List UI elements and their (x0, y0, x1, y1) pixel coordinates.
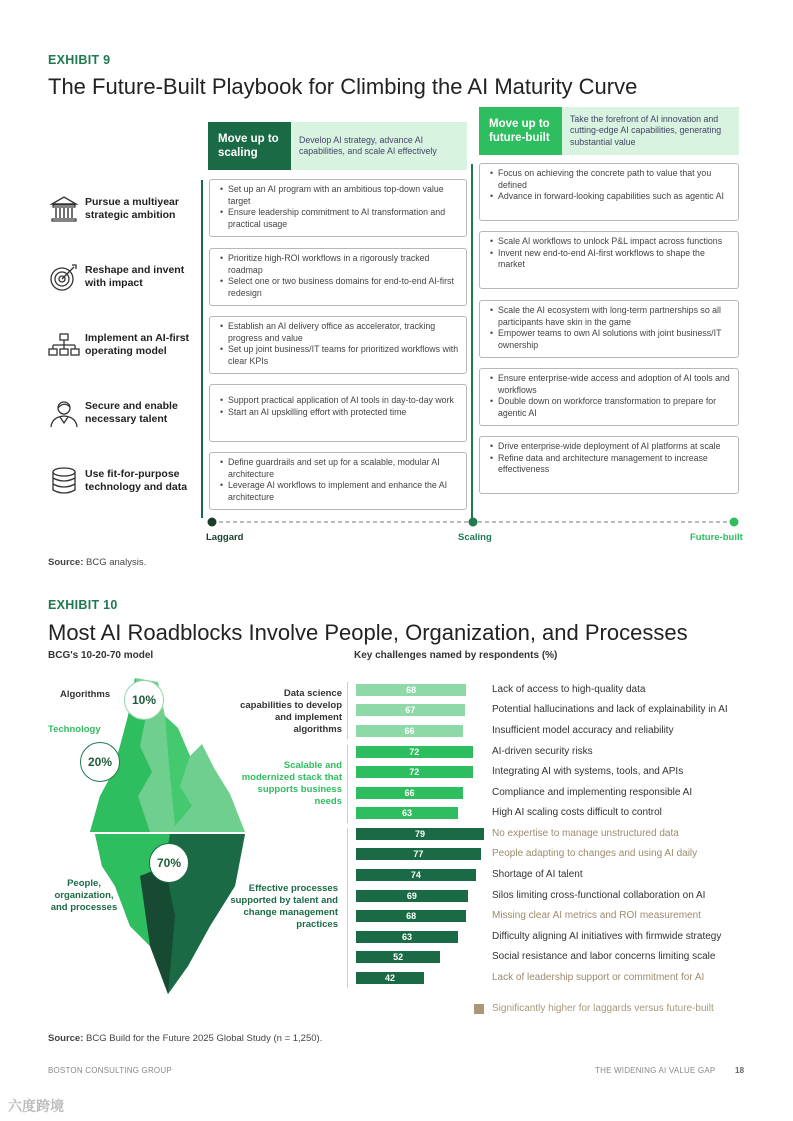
person-icon (48, 397, 80, 429)
people-label: People, organization, and processes (50, 878, 118, 913)
scaling-box-operating-model (209, 316, 467, 374)
bar-9: 77 (356, 848, 481, 860)
bullet: • Focus on achieving the concrete path to value that you defined (490, 168, 732, 191)
bar-10: 74 (356, 869, 476, 881)
bullet: • Ensure enterprise-wide access and adoption of AI tools and workflows (490, 373, 732, 396)
row-label-strategy (48, 189, 198, 229)
bullet: • Start an AI upskilling effort with protected time (220, 407, 460, 419)
row-label-text: Implement an AI-first operating model (85, 332, 190, 357)
scaling-guide-line (471, 164, 473, 518)
futurebuilt-header (479, 107, 739, 155)
bar-label-13: Difficulty aligning AI initiatives with firmwide strategy (492, 931, 722, 942)
futurebuilt-dot (730, 518, 739, 527)
bar-label-10: Shortage of AI talent (492, 869, 583, 880)
group-divider (347, 745, 348, 823)
group-divider (347, 828, 348, 988)
right-header: Key challenges named by respondents (%) (354, 650, 558, 661)
pct20-circle: 20% (80, 742, 120, 782)
bar-14: 52 (356, 951, 440, 963)
bar-8: 79 (356, 828, 484, 840)
bar-label-9: People adapting to changes and using AI daily (492, 848, 698, 859)
database-icon (48, 465, 80, 497)
scaling-dot (469, 518, 478, 527)
bullet: • Double down on workforce transformation to prepare for agentic AI (490, 396, 732, 419)
axis-futurebuilt: Future-built (690, 532, 743, 543)
bar-label-15: Lack of leadership support or commitment for AI (492, 972, 705, 983)
group-label-data-science: Data science capabilities to develop and implement algorithms (240, 688, 342, 735)
scaling-box-talent (209, 384, 467, 442)
bar-6: 66 (356, 787, 463, 799)
pct10-circle: 10% (124, 680, 164, 720)
bar-label-2: Potential hallucinations and lack of explainability in AI (492, 704, 728, 715)
group-divider (347, 682, 348, 739)
axis-laggard: Laggard (206, 532, 244, 543)
legend-text: Significantly higher for laggards versus future-built (492, 1003, 714, 1014)
target-icon (48, 261, 80, 293)
left-header: BCG's 10-20-70 model (48, 650, 154, 661)
bullet: • Define guardrails and set up for a scalable, modular AI architecture (220, 457, 460, 480)
footer-right: THE WIDENING AI VALUE GAP (595, 1066, 716, 1075)
source-label: Source: (48, 1033, 84, 1044)
futurebuilt-tag: Move up to future-built (479, 107, 562, 155)
bar-7: 63 (356, 807, 458, 819)
source-label: Source: (48, 557, 84, 568)
bullet: • Leverage AI workflows to implement and enhance the AI architecture (220, 480, 460, 503)
bar-label-8: No expertise to manage unstructured data (492, 828, 679, 839)
row-label-text: Use fit-for-purpose technology and data (85, 468, 188, 493)
bar-2: 67 (356, 704, 465, 716)
pct70-circle: 70% (149, 843, 189, 883)
exhibit10-source (48, 1033, 322, 1044)
scaling-desc: Develop AI strategy, advance AI capabilities, and scale AI effectively (291, 122, 467, 170)
bullet: • Ensure leadership commitment to AI transformation and practical usage (220, 207, 460, 230)
bar-11: 69 (356, 890, 468, 902)
maturity-axis (200, 514, 745, 530)
bullet: • Drive enterprise-wide deployment of AI platforms at scale (490, 441, 732, 453)
bar-4: 72 (356, 746, 473, 758)
bar-15: 42 (356, 972, 424, 984)
row-label-text: Secure and enable necessary talent (85, 400, 178, 425)
scaling-box-strategy (209, 179, 467, 237)
exhibit9-source (48, 557, 146, 568)
future-box-reshape (479, 231, 739, 289)
scaling-tag: Move up to scaling (208, 122, 291, 170)
bar-12: 68 (356, 910, 466, 922)
exhibit9-label: EXHIBIT 9 (48, 53, 111, 67)
bar-label-5: Integrating AI with systems, tools, and APIs (492, 766, 684, 777)
exhibit10-title: Most AI Roadblocks Involve People, Organization, and Processes (48, 620, 688, 645)
exhibit9-title: The Future-Built Playbook for Climbing the AI Maturity Curve (48, 74, 638, 99)
iceberg-illustration (80, 676, 250, 996)
bar-label-1: Lack of access to high-quality data (492, 684, 646, 695)
scaling-box-technology (209, 452, 467, 510)
bar-label-12: Missing clear AI metrics and ROI measurement (492, 910, 701, 921)
row-label-operating-model (48, 325, 198, 365)
laggard-dot (208, 518, 217, 527)
bar-label-4: AI-driven security risks (492, 746, 593, 757)
scaling-box-reshape (209, 248, 467, 306)
bullet: • Prioritize high-ROI workflows in a rigorously tracked roadmap (220, 253, 460, 276)
watermark: 六度跨境 (8, 1098, 64, 1114)
group-label-stack: Scalable and modernized stack that supports business needs (241, 760, 342, 807)
bar-1: 68 (356, 684, 466, 696)
laggard-guide-line (201, 180, 203, 518)
row-label-technology (48, 461, 198, 501)
bullet: • Set up an AI program with an ambitious top-down value target (220, 184, 460, 207)
bar-label-7: High AI scaling costs difficult to control (492, 807, 662, 818)
source-text: BCG analysis. (86, 557, 147, 568)
bullet: • Set up joint business/IT teams for prioritized workflows with clear KPIs (220, 344, 460, 367)
bullet: • Establish an AI delivery office as accelerator, tracking progress and value (220, 321, 460, 344)
bank-icon (48, 193, 80, 225)
bullet: • Support practical application of AI tools in day-to-day work (220, 395, 460, 407)
page-number: 18 (735, 1066, 745, 1075)
row-label-reshape (48, 257, 198, 297)
bullet: • Refine data and architecture management to increase effectiveness (490, 453, 732, 476)
technology-label: Technology (48, 724, 101, 735)
source-text: BCG Build for the Future 2025 Global Study (n = 1,250). (86, 1033, 323, 1044)
row-label-text: Pursue a multiyear strategic ambition (85, 196, 179, 221)
bullet: • Empower teams to own AI solutions with joint business/IT ownership (490, 328, 732, 351)
org-chart-icon (48, 329, 80, 361)
future-box-operating-model (479, 300, 739, 358)
bar-label-3: Insufficient model accuracy and reliability (492, 725, 674, 736)
future-box-talent (479, 368, 739, 426)
future-box-strategy (479, 163, 739, 221)
bar-label-6: Compliance and implementing responsible AI (492, 787, 693, 798)
row-label-text: Reshape and invent with impact (85, 264, 185, 289)
futurebuilt-desc: Take the forefront of AI innovation and cutting-edge AI capabilities, generating substantial value (562, 107, 739, 155)
exhibit10-label: EXHIBIT 10 (48, 598, 118, 612)
bar-label-14: Social resistance and labor concerns limiting scale (492, 951, 716, 962)
bar-label-11: Silos limiting cross-functional collaboration on AI (492, 890, 706, 901)
scaling-header (208, 122, 467, 170)
footer-left: BOSTON CONSULTING GROUP (48, 1066, 172, 1075)
bullet: • Select one or two business domains for end-to-end AI-first redesign (220, 276, 460, 299)
legend-swatch (474, 1004, 484, 1014)
bullet: • Invent new end-to-end AI-first workflows to shape the market (490, 248, 732, 271)
bullet: • Scale AI workflows to unlock P&L impact across functions (490, 236, 732, 248)
algorithms-label: Algorithms (60, 689, 111, 700)
future-box-technology (479, 436, 739, 494)
axis-scaling: Scaling (458, 532, 492, 543)
group-label-processes: Effective processes supported by talent and change management practices (230, 883, 338, 930)
bar-5: 72 (356, 766, 473, 778)
row-label-talent (48, 393, 198, 433)
bullet: • Advance in forward-looking capabilities such as agentic AI (490, 191, 732, 203)
bar-13: 63 (356, 931, 458, 943)
bullet: • Scale the AI ecosystem with long-term partnerships so all participants have skin in the game (490, 305, 732, 328)
bar-3: 66 (356, 725, 463, 737)
